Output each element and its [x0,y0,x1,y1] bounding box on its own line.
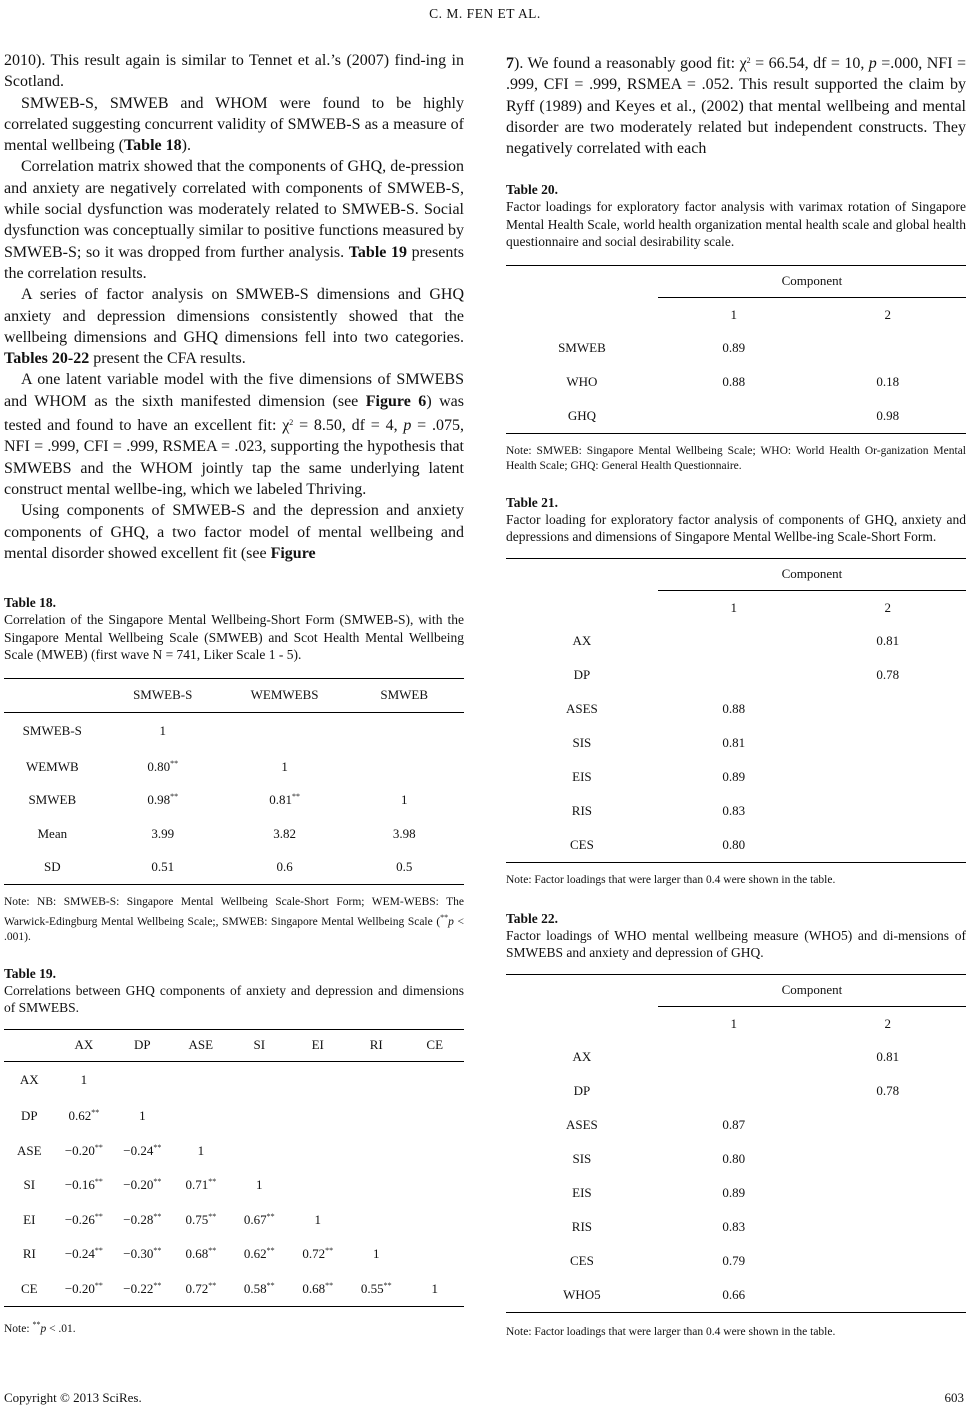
column-header: 1 [730,1015,737,1031]
row-label: SIS [572,1151,592,1167]
table-row [506,399,966,433]
table-cell [172,1061,230,1099]
table-18 [4,594,464,945]
table-row [506,726,966,760]
row-label: WEMWB [25,758,79,774]
table-row [506,624,966,658]
row-label: SD [4,851,101,885]
table-ref[interactable]: Table 19 [348,243,407,261]
table-cell [658,1040,810,1074]
table-caption: Correlation of the Singapore Mental Wellbeing-Short Form (SMWEB-S), with the Singapore Mental Wellbeing Scale (SMWEB) and Scot Health Mental Wellbeing Scale (MWEB) (first wave N = 741, Liker Scale 1 - 5). [4,612,464,663]
column-header: WEMWEBS [225,678,345,712]
table-cell: 0.67** [243,1211,275,1227]
table-cell [405,1134,464,1169]
component-header: Component [658,265,966,297]
page-number: 603 [944,1390,964,1405]
table-cell: 1 [405,1272,464,1307]
table-22 [506,910,966,1340]
table-row [506,828,966,862]
table-cell [289,1099,347,1134]
column-header: CE [405,1029,464,1061]
table-cell [658,658,810,692]
table-row [4,1272,464,1307]
table-row [506,692,966,726]
row-label: EIS [572,769,592,785]
row-label: DP [573,667,591,683]
table-row [506,794,966,828]
table-cell: 1 [314,1211,321,1227]
paragraph: Using components of SMWEB-S and the depression and anxiety components of GHQ, a two factor model of mental wellbeing and mental disorder showed excellent fit (see Figure [4,502,464,562]
table-caption: Correlations between GHQ components of anxiety and depression and dimensions of SMWEBS. [4,982,464,1016]
table-caption: Factor loadings of WHO mental wellbeing measure (WHO5) and di-mensions of SMWEBS and anxiety and depression of GHQ. [506,927,966,961]
row-label: RI [22,1246,36,1262]
figure-ref[interactable]: Figure [270,544,316,562]
table-21-grid [506,558,966,863]
table-cell [658,1074,810,1108]
table-cell [810,1278,966,1312]
table-row [506,1108,966,1142]
row-label: EI [23,1211,36,1227]
table-cell: 0.71** [185,1177,217,1193]
row-label: ASES [566,701,598,717]
table-cell: 0.87 [722,1117,746,1133]
table-20 [506,181,966,474]
paragraph: 2010). This result again is similar to Tennet et al.’s (2007) find-ing in Scotland. [4,52,464,91]
table-cell: −0.30** [123,1246,162,1262]
table-cell: 0.5 [344,851,464,885]
table-cell [810,1108,966,1142]
table-cell: 0.98 [810,399,966,433]
table-cell: 1 [372,1246,380,1262]
table-cell [405,1168,464,1203]
row-label: CES [506,828,658,862]
table-cell: 0.88 [722,701,746,717]
table-cell: 0.80 [722,1151,746,1167]
column-header: SI [230,1029,288,1061]
column-header: 1 [730,599,737,615]
table-cell: −0.24** [123,1142,162,1158]
table-cell: 3.82 [273,825,296,841]
row-label: ASES [566,1117,598,1133]
table-cell [289,1061,347,1099]
table-cell: −0.20** [64,1142,103,1158]
table-cell: 1 [159,723,166,739]
table-cell [347,1203,405,1238]
header-row [506,1006,966,1040]
table-cell [289,1134,347,1169]
column-header [506,1006,658,1040]
table-cell [810,828,966,862]
table-cell: 0.62** [243,1246,275,1262]
table-row [4,817,464,851]
row-label: CES [569,1253,594,1269]
table-cell [344,712,464,750]
table-cell: 0.78 [876,1083,900,1099]
table-cell: 0.18 [876,374,900,390]
table-cell: 0.98** [147,792,179,808]
row-label: SI [23,1177,36,1193]
header-row [506,590,966,624]
table-cell: 0.62** [68,1108,100,1124]
column-header: SMWEB [344,678,464,712]
paragraph: SMWEB-S, SMWEB and WHOM were found to be highly correlated suggesting concurrent validity of SMWEB-S as a measure of mental wellbeing (Table 18). [4,94,464,155]
table-cell [810,1176,966,1210]
figure-ref[interactable]: 7 [506,55,514,72]
row-label: SMWEB [28,792,77,808]
table-cell: 0.83 [722,1219,746,1235]
row-label: ASE [17,1142,42,1158]
column-header [506,974,658,1006]
row-label: SIS [572,735,592,751]
table-caption: Factor loadings for exploratory factor analysis with varimax rotation of Singapore Mental Health Scale, world health organization mental health scale and global health questionnaire and social desirability scale. [506,199,966,250]
table-cell: −0.28** [123,1211,162,1227]
header-row [506,265,966,297]
table-cell [405,1099,464,1134]
table-cell: 0.78 [876,667,900,683]
table-cell [289,1168,347,1203]
column-header: 2 [884,1015,892,1031]
row-label: CE [4,1272,55,1307]
table-title: Table 18. [4,595,57,611]
column-header [506,558,658,590]
figure-ref[interactable]: Figure 6 [365,392,427,410]
right-column [506,50,966,1340]
table-cell: 0.55** [347,1272,405,1307]
component-header: Component [658,558,966,590]
table-cell: −0.26** [64,1211,103,1227]
table-cell: 0.80** [147,758,179,774]
table-cell: 0.89 [722,340,746,356]
column-header: RI [347,1029,405,1061]
table-cell: 0.81** [269,792,300,808]
table-cell: 0.81 [722,735,746,751]
table-row [4,1237,464,1272]
table-cell: 0.68** [289,1272,347,1307]
table-cell: 0.68** [185,1246,217,1262]
header-row [506,974,966,1006]
column-header: 2 [884,306,892,322]
table-row [506,1244,966,1278]
column-header: 1 [730,306,737,322]
row-label: AX [572,633,592,649]
table-row [506,365,966,399]
table-cell [658,399,810,433]
table-cell [230,1099,288,1134]
column-header [4,678,101,712]
row-label: SMWEB-S [22,723,82,739]
table-cell [405,1237,464,1272]
table-cell [810,1142,966,1176]
table-cell: 1 [80,1072,88,1088]
paragraph: A series of factor analysis on SMWEB-S dimensions and GHQ anxiety and depression dimensions consistently showed that the wellbeing dimensions and GHQ dimensions fell into two categories. Tables 20-22 present the CFA results. [4,286,464,368]
table-ref[interactable]: Table 18 [123,137,182,155]
header-row [506,558,966,590]
table-cell [810,760,966,794]
table-row [506,331,966,365]
table-row [4,1099,464,1134]
table-row [4,1061,464,1099]
table-row [506,1278,966,1312]
table-note: Note: NB: SMWEB-S: Singapore Mental Wellbeing Scale-Short Form; WEM-WEBS: The Warwick-Edingburg Mental Wellbeing Scale;, SMWEB: Singapore Mental Wellbeing Scale (**p < .001). [4,895,464,943]
row-label: AX [19,1072,39,1088]
table-cell: 0.89 [722,1185,746,1201]
table-cell [230,1061,288,1099]
table-cell: 3.98 [392,825,416,841]
table-cell: 0.58** [230,1272,288,1307]
table-cell [810,794,966,828]
table-cell [810,726,966,760]
column-header: DP [113,1029,171,1061]
row-label: RIS [571,803,593,819]
row-label: DP [21,1108,38,1124]
row-label: WHO [566,374,598,390]
column-header: 2 [884,599,892,615]
table-cell: 1 [256,1177,263,1193]
table-cell: 0.80 [658,828,810,862]
row-label: RIS [571,1219,593,1235]
table-cell [347,1168,405,1203]
row-label: GHQ [506,399,658,433]
table-cell [347,1099,405,1134]
table-cell [113,1061,171,1099]
column-header: SMWEB-S [101,678,225,712]
table-cell: 0.83 [722,803,746,819]
column-header: ASE [172,1029,230,1061]
table-cell: 0.6 [225,851,345,885]
table-cell [230,1134,288,1169]
table-title: Table 22. [506,910,559,926]
row-label: DP [573,1083,591,1099]
table-cell [344,750,464,784]
table-row [4,1134,464,1169]
table-title: Table 20. [506,182,559,198]
row-label: WHO5 [506,1278,658,1312]
table-cell [347,1061,405,1099]
table-cell [810,1210,966,1244]
table-note: Note: **p < .01. [4,1319,76,1335]
table-cell: −0.22** [113,1272,171,1307]
column-header [4,1029,55,1061]
table-cell: 0.81 [876,1049,900,1065]
table-cell [405,1203,464,1238]
row-label: EIS [572,1185,592,1201]
table-cell: −0.20** [55,1272,113,1307]
column-header [506,265,658,297]
table-19-grid [4,1029,464,1307]
component-header: Component [658,974,966,1006]
row-label: Mean [37,825,68,841]
paragraph: 7). We found a reasonably good fit: $\chi^2 = 66.54$, df = 10, p =.000, NFI = .999, CFI = .999, RSMEA = .052. This result supported the claim by Ryff (1989) and Keyes et al., (2002) that mental wellbeing and mental disorder are two moderately related but independent constructs. They negatively correlated with each [506,55,966,158]
table-ref[interactable]: Tables 20-22 [4,350,90,368]
table-cell [810,1244,966,1278]
table-18-grid [4,678,464,885]
table-title: Table 19. [4,965,57,981]
row-label: SMWEB [558,340,606,356]
table-cell [810,331,966,365]
table-row [4,712,464,750]
table-22-grid [506,974,966,1313]
paragraph: A one latent variable model with the five dimensions of SMWEBS and WHOM as the sixth manifested dimension (see Figure 6) was tested and found to have an excellent fit: $\chi^2 = 8.50$, df = 4, p = .075, NFI = .999, CFI = .999, RSMEA = .023, supporting the hypothesis that SMWEBS and the WHOM jointly tap the same underlying latent construct mental wellbe-ing, which we labeled Thriving. [4,371,465,498]
table-row [506,1176,966,1210]
table-row [4,784,464,818]
table-cell: 0.81 [876,633,900,649]
table-title: Table 21. [506,494,559,510]
table-cell: −0.24** [64,1246,103,1262]
table-row [506,1040,966,1074]
table-caption: Factor loading for exploratory factor analysis of components of GHQ, anxiety and depressions and dimensions of Singapore Mental Wellbe-ing Scale-Short Form. [506,511,966,545]
table-cell [810,692,966,726]
table-19 [4,965,464,1337]
column-header [506,590,658,624]
table-cell: −0.16** [64,1177,103,1193]
table-cell: 0.79 [722,1253,746,1269]
table-cell: 3.99 [151,825,175,841]
table-row [4,750,464,784]
table-cell: 0.72** [172,1272,230,1307]
table-cell: 1 [281,758,288,774]
table-row [506,1074,966,1108]
table-cell: 1 [197,1142,205,1158]
table-row [4,851,464,885]
running-head: C. M. FEN ET AL. [429,6,541,21]
left-column [4,50,464,1337]
table-cell [405,1061,464,1099]
column-header: EI [289,1029,347,1061]
table-21 [506,494,966,888]
column-header: AX [55,1029,113,1061]
table-note: Note: Factor loadings that were larger than 0.4 were shown in the table. [506,1325,836,1338]
table-row [506,760,966,794]
header-row [506,297,966,331]
table-cell: 1 [139,1108,146,1124]
table-row [506,658,966,692]
table-row [506,1142,966,1176]
row-label: AX [572,1049,592,1065]
table-cell [658,624,810,658]
table-cell: 0.66 [658,1278,810,1312]
column-header [506,297,658,331]
table-note: Note: SMWEB: Singapore Mental Wellbeing Scale; WHO: World Health Or-ganization Mental Health Scale; GHQ: General Health Questionnaire. [506,444,966,472]
table-cell: 0.51 [101,851,225,885]
table-20-grid [506,265,966,434]
copyright: Copyright © 2013 SciRes. [4,1390,142,1405]
table-cell: 0.89 [722,769,746,785]
table-cell [225,712,345,750]
table-cell [347,1134,405,1169]
table-cell: 1 [400,792,408,808]
table-row [4,1203,464,1238]
table-cell [172,1099,230,1134]
table-cell: 0.72** [302,1246,334,1262]
table-note: Note: Factor loadings that were larger than 0.4 were shown in the table. [506,873,836,886]
table-cell: 0.75** [185,1211,217,1227]
table-row [4,1168,464,1203]
table-row [506,1210,966,1244]
table-cell: 0.88 [722,374,746,390]
paragraph: Correlation matrix showed that the components of GHQ, de-pression and anxiety are negatively correlated with components of SMWEB-S, while social dysfunction was moderately related to SMWEB-S. Social dysfunction was conceptually similar to positive functions measured by SMWEB-S; so it was dropped from further analysis. Table 19 presents the correlation results. [4,158,464,282]
table-cell: −0.20** [123,1177,162,1193]
